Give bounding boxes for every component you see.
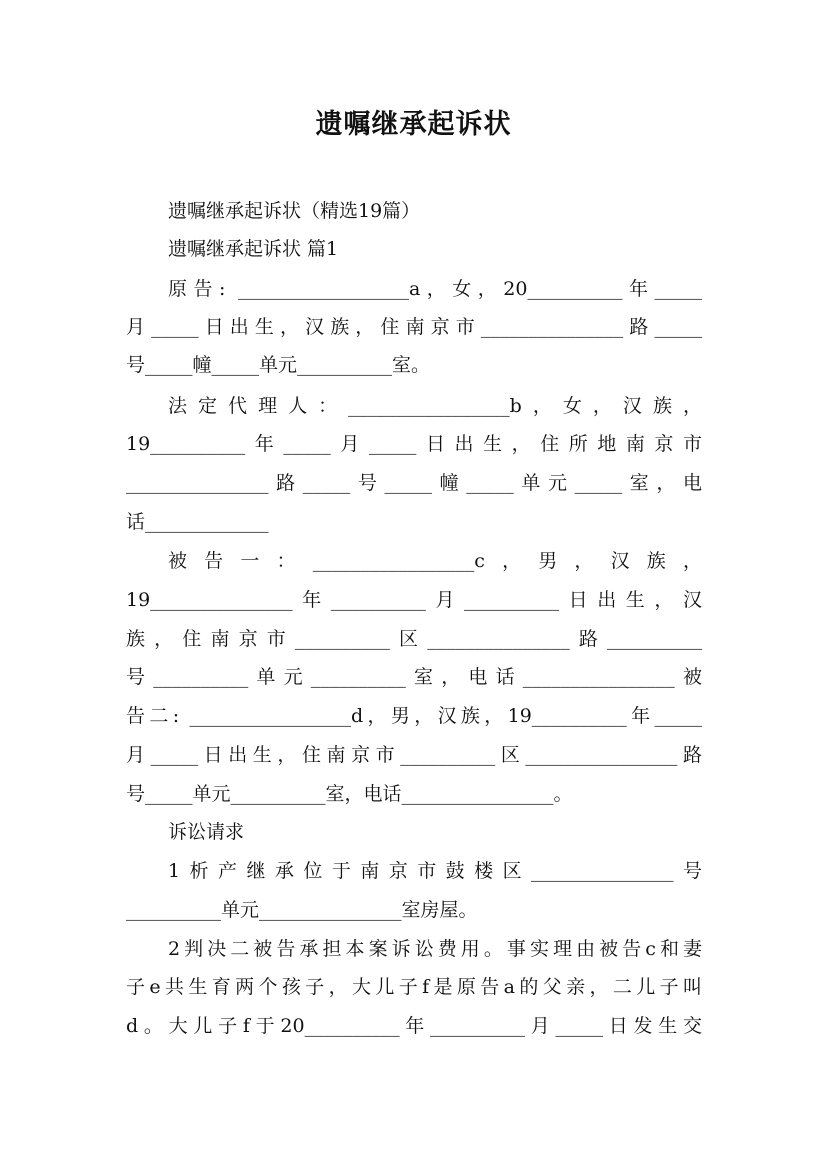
text-line: 原告: __________________a，女，20__________年_____ — [168, 278, 702, 300]
text-line: 19__________年_____月_____日出生，住所地南京市 — [126, 433, 702, 455]
text-line: 族，住南京市__________区_______________路__________ — [126, 628, 702, 650]
text-line: 1析产继承位于南京市鼓楼区_______________号 — [168, 860, 702, 882]
text-line: 被告一：_________________c，男，汉族， — [168, 550, 702, 572]
text-line: 告二: _________________d，男，汉族，19__________年_____ — [126, 705, 702, 727]
text-line: 子e共生育两个孩子，大儿子f是原告a的父亲，二儿子叫 — [126, 976, 702, 998]
text-line: 号__________单元__________室，电话________________被 — [126, 666, 702, 688]
text-line: _______________路_____号_____幢_____单元_____室，电 — [126, 472, 702, 494]
text-line: __________单元_______________室房屋。 — [126, 899, 478, 921]
text-line: 月_____日出生，汉族，住南京市_______________路_____ — [126, 316, 702, 338]
text-line: 月_____日出生，住南京市__________区________________路 — [126, 744, 702, 766]
text-line: 话_____________ — [126, 511, 269, 533]
text-line: 号_____幢_____单元__________室。 — [126, 354, 431, 376]
text-line: 2判决二被告承担本案诉讼费用。事实理由被告c和妻 — [168, 938, 702, 960]
text-line: 法定代理人：_________________b，女，汉族， — [168, 395, 702, 417]
text-line: 遗嘱继承起诉状 篇1 — [168, 238, 339, 260]
text-line: 诉讼请求 — [168, 821, 245, 843]
text-line: 号_____单元__________室，电话________________。 — [126, 783, 573, 805]
text-line: d。大儿子f于20__________年__________月_____日发生交 — [126, 1015, 702, 1037]
document-title: 遗嘱继承起诉状 — [315, 109, 512, 140]
text-line: 遗嘱继承起诉状（精选19篇） — [168, 200, 421, 222]
text-line: 19_______________年__________月__________日出生，汉 — [126, 589, 702, 611]
